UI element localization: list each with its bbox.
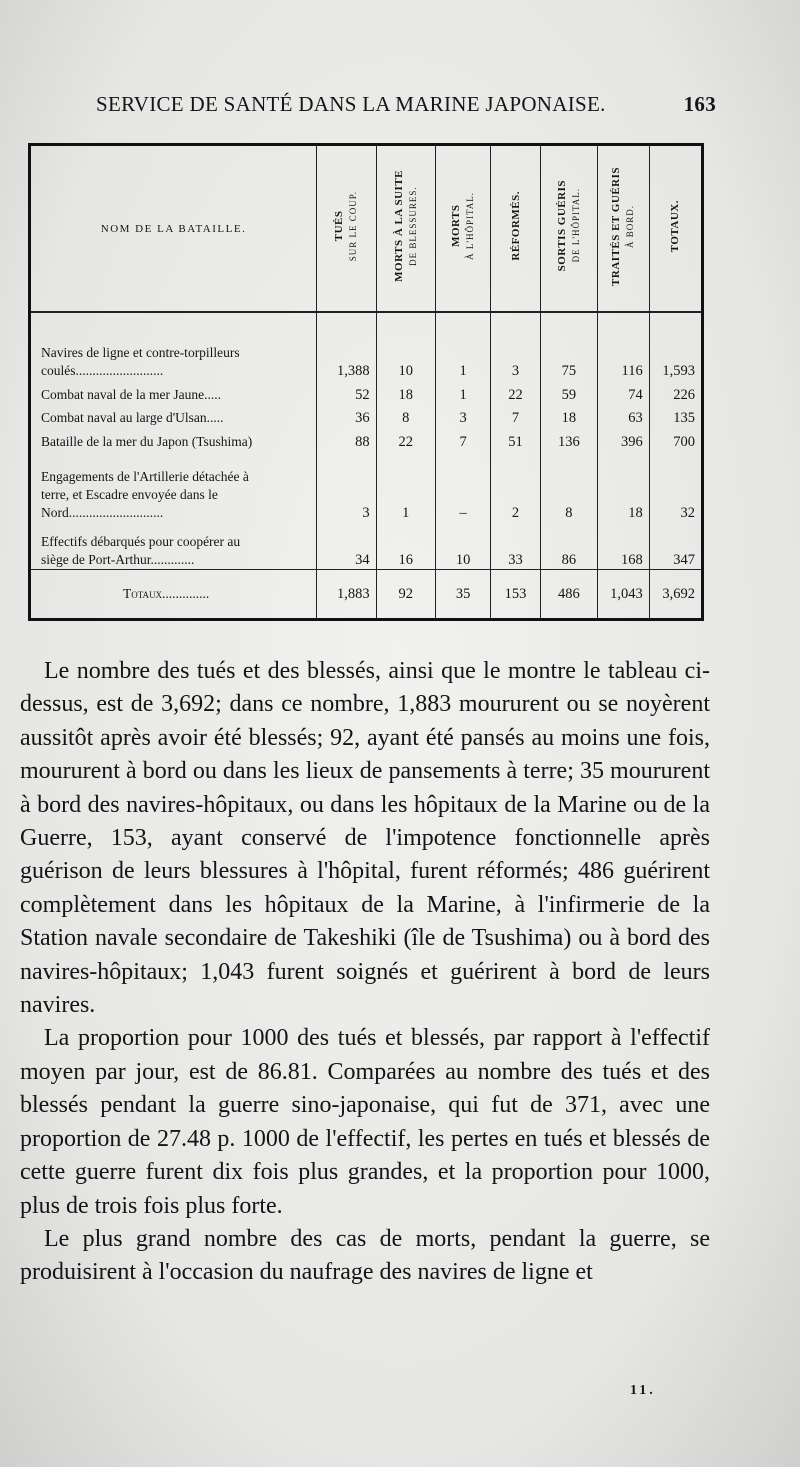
cell: 59 — [540, 380, 597, 404]
cell: 16 — [376, 522, 435, 570]
column-header: MORTS À LA SUITE DE BLESSURES. — [376, 146, 435, 312]
cell: 136 — [540, 427, 597, 451]
battle-name: Combat naval de la mer Jaune..... — [41, 386, 221, 402]
signature-mark: 11. — [630, 1383, 656, 1398]
column-header: TOTAUX. — [649, 146, 701, 312]
cell: 486 — [540, 570, 597, 619]
cell: 75 — [540, 333, 597, 380]
table-row — [31, 404, 701, 428]
cell: 7 — [435, 427, 490, 451]
cell: 168 — [598, 522, 650, 570]
cell: 92 — [376, 570, 435, 619]
cell: 1 — [435, 380, 490, 404]
cell: 3 — [435, 404, 490, 428]
column-header: TUÉS SUR LE COUP. — [317, 146, 377, 312]
cell: 396 — [598, 427, 650, 451]
column-header: SORTIS GUÉRIS DE L'HÔPITAL. — [540, 146, 597, 312]
cell: 8 — [540, 451, 597, 522]
cell: 35 — [435, 570, 490, 619]
cell: 1 — [376, 451, 435, 522]
battle-name: Effectifs débarqués pour coopérer au siège de Port-Arthur............. — [41, 534, 241, 567]
cell: 8 — [376, 404, 435, 428]
cell: 1,883 — [317, 570, 377, 619]
cell: 226 — [649, 380, 701, 404]
table-row — [31, 522, 701, 570]
battle-name: Combat naval au large d'Ulsan..... — [41, 410, 224, 426]
cell: 1,593 — [649, 333, 701, 380]
column-header: TRAITÉS ET GUÉRIS À BORD. — [598, 146, 650, 312]
cell: 116 — [598, 333, 650, 380]
cell: 36 — [317, 404, 377, 428]
cell: 86 — [540, 522, 597, 570]
cell: 52 — [317, 380, 377, 404]
casualty-table — [28, 143, 704, 621]
cell: 88 — [317, 427, 377, 451]
cell: 33 — [491, 522, 540, 570]
cell: 700 — [649, 427, 701, 451]
cell: – — [435, 451, 490, 522]
cell: 22 — [376, 427, 435, 451]
cell: 153 — [491, 570, 540, 619]
cell: 7 — [491, 404, 540, 428]
cell: 32 — [649, 451, 701, 522]
header-title: SERVICE DE SANTÉ DANS LA MARINE JAPONAISE. — [96, 92, 606, 116]
totals-label: Totaux.............. — [31, 570, 317, 619]
table-row — [31, 333, 701, 380]
cell: 2 — [491, 451, 540, 522]
page-number: 163 — [683, 92, 716, 116]
column-header: MORTS À L'HÔPITAL. — [435, 146, 490, 312]
cell: 63 — [598, 404, 650, 428]
table-row — [31, 451, 701, 522]
table-row — [31, 427, 701, 451]
cell: 18 — [376, 380, 435, 404]
totals-row — [31, 570, 701, 619]
cell: 22 — [491, 380, 540, 404]
cell: 18 — [540, 404, 597, 428]
cell: 3 — [491, 333, 540, 380]
cell: 18 — [598, 451, 650, 522]
cell: 3 — [317, 451, 377, 522]
cell: 74 — [598, 380, 650, 404]
paragraph: Le plus grand nombre des cas de morts, pendant la guerre, se produisirent à l'occasion du naufrage des navires de ligne et — [20, 1225, 710, 1286]
cell: 10 — [435, 522, 490, 570]
cell: 1 — [435, 333, 490, 380]
cell: 347 — [649, 522, 701, 570]
cell: 34 — [317, 522, 377, 570]
paragraph: La proportion pour 1000 des tués et blessés, par rapport à l'effectif moyen par jour, est de 86.81. Comparées au nombre des tués et des blessés pendant la guerre sino-japonaise, qui fut de 371, avec une proportion de 27.48 p. 1000 de l'effectif, les pertes en tués et blessés de cette guerre furent dix fois plus grandes, et la proportion pour 1000, plus de trois fois plus forte. — [20, 1025, 710, 1219]
body-text — [20, 655, 710, 1290]
table-row — [31, 380, 701, 404]
cell: 51 — [491, 427, 540, 451]
battle-name: Navires de ligne et contre-torpilleurs coulés.......................... — [41, 345, 240, 379]
cell: 10 — [376, 333, 435, 380]
table-header-row — [31, 146, 701, 312]
column-header: RÉFORMÉS. — [491, 146, 540, 312]
battle-name: Bataille de la mer du Japon (Tsushima) — [41, 433, 253, 449]
running-header — [96, 92, 716, 122]
paragraph: Le nombre des tués et des blessés, ainsi que le montre le tableau ci-dessus, est de 3,692; dans ce nombre, 1,883 moururent ou se noyèrent aussitôt après avoir été blessés; 92, ayant été pansés au moins une fois, moururent à bord ou dans les lieux de pansements à terre; 35 moururent à bord des navires-hôpitaux, ou dans les hôpitaux de la Marine ou de la Guerre, 153, ayant conservé de l'impotence fonctionnelle après guérison de leurs blessures à l'hôpital, furent réformés; 486 guérirent complètement dans les hôpitaux de la Marine, à l'infirmerie de la Station navale secondaire de Takeshiki (île de Tsushima) ou à bord des navires-hôpitaux; 1,043 furent soignés et guérirent à bord de leurs navires. — [20, 658, 710, 1019]
cell: 1,043 — [598, 570, 650, 619]
cell: 135 — [649, 404, 701, 428]
name-column-header: NOM DE LA BATAILLE. — [31, 146, 317, 312]
cell: 3,692 — [649, 570, 701, 619]
cell: 1,388 — [317, 333, 377, 380]
battle-name: Engagements de l'Artillerie détachée à terre, et Escadre envoyée dans le Nord............................ — [41, 468, 249, 520]
